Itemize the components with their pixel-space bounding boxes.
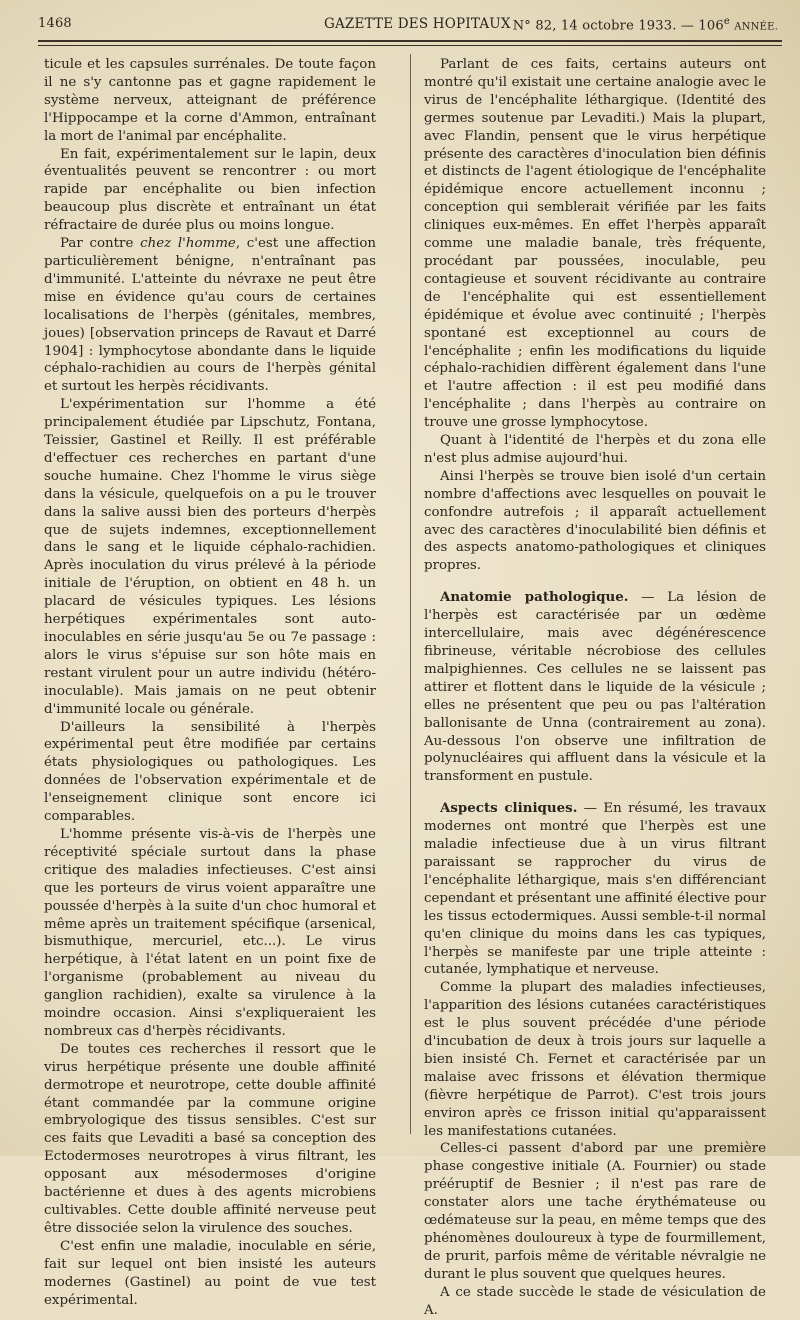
year-label: ANNÉE. xyxy=(734,21,778,33)
paragraph-text: — La lésion de l'herpès est caractérisée par un œdème intercellulaire, mais avec dégénérescence fibrineuse, véritable nécrobiose des cellules malpighiennes. Ces cellules ne se laissent pas attirer et flottent dans le liquide de la vésicule ; elles ne présentent que peu ou pas l'altération ballonisante de Unna (contrairement au zona). Au-dessous l'on observe une infiltration de polynucléaires qui affluent dans la vésicule et la transforment en pustule. xyxy=(424,590,766,785)
section-anatomie xyxy=(424,589,766,786)
paragraph: ticule et les capsules surrénales. De toute façon il ne s'y cantonne pas et gagne rapidement le système nerveux, atteignant de préférence l'Hippocampe et la corne d'Ammon, entraînant la mort de l'animal par encéphalite. xyxy=(44,57,376,144)
left-column xyxy=(44,56,376,1309)
paragraph: Parlant de ces faits, certains auteurs ont montré qu'il existait une certaine analogie avec le virus de l'encéphalite léthargique. (Identité des germes soutenue par Levaditi.) Mais la plupart, avec Flandin, pensent que le virus herpétique présente des caractères d'inoculation bien définis et distincts de l'agent étiologique de l'encéphalite épidémique encore actuellement inconnu ; conception qui semblerait vérifiée par les faits cliniques eux-mêmes. En effet l'herpès apparaît comme une maladie banale, très fréquente, procédant par poussées, inoculable, peu contagieuse et souvent récidivante au contraire de l'encéphalite qui est essentiellement épidémique et évolue avec continuité ; l'herpès spontané est exceptionnel au cours de l'encéphalite ; enfin les modifications du liquide céphalo-rachidien diffèrent également dans l'une et l'autre affection : il est peu modifié dans l'encéphalite ; dans l'herpès au contraire on trouve une grosse lymphocytose. xyxy=(424,57,766,431)
italic-phrase: chez l'homme xyxy=(140,236,236,252)
journal-title: GAZETTE DES HOPITAUX xyxy=(324,16,511,32)
paragraph-text: — En résumé, les travaux modernes ont montré que l'herpès est une maladie infectieuse due à un virus filtrant paraissant se rapprocher du virus de l'encéphalite léthargique, mais s'en différenciant cependant et présentant une affinité élective pour les tissus ectodermiques. Aussi semble-t-il normal qu'en clinique du moins dans les cas typiques, l'herpès se manifeste par une triple atteinte : cutanée, lymphatique et nerveuse. xyxy=(424,801,766,978)
paragraph: L'homme présente vis-à-vis de l'herpès une réceptivité spéciale surtout dans la phase critique des maladies infectieuses. C'est ainsi que les porteurs de virus voient apparaître une poussée d'herpès à la suite d'un choc humoral et même après un traitement spécifique (arsenical, bismuthique, mercuriel, etc...). Le virus herpétique, à l'état latent en un point fixe de l'organisme (probablement au niveau du ganglion rachidien), exalte sa virulence à la moindre occasion. Ainsi s'expliqueraient les nombreux cas d'herpès récidivants. xyxy=(44,826,376,1039)
paragraph: D'ailleurs la sensibilité à l'herpès expérimental peut être modifiée par certains états physiologiques ou pathologiques. Les données de l'observation expérimentale et de l'enseignement clinique sont encore ici comparables. xyxy=(44,719,376,825)
paragraph: C'est enfin une maladie, inoculable en série, fait sur lequel ont bien insisté les auteurs modernes (Gastinel) au point de vue test expérimental. xyxy=(44,1238,376,1308)
paragraph: Celles-ci passent d'abord par une première phase congestive initiale (A. Fournier) ou stade prééruptif de Besnier ; il n'est pas rare de constater alors une tache érythémateuse ou œdémateuse sur la peau, en même temps que des phénomènes douloureux à type de fourmillement, de prurit, parfois même de véritable névralgie ne durant le plus souvent que quelques heures. xyxy=(424,1141,766,1282)
section-heading: Anatomie pathologique. xyxy=(440,589,629,606)
paragraph: Comme la plupart des maladies infectieuses, l'apparition des lésions cutanées caractéristiques est le plus souvent précédée d'une période d'incubation de deux à trois jours sur laquelle a bien insisté Ch. Fernet et caractérisée par un malaise avec frissons et élévation thermique (fièvre herpétique de Parrot). C'est trois jours environ après ce frisson initial qu'apparaissent les manifestations cutanées. xyxy=(424,980,766,1139)
paragraph-text: Par contre xyxy=(60,236,141,252)
issue-info xyxy=(513,16,778,33)
right-column xyxy=(424,56,766,1320)
column-divider xyxy=(410,54,411,1134)
issue-text: N° 82, 14 octobre 1933. — 106 xyxy=(512,18,724,34)
section-heading: Aspects cliniques. xyxy=(440,800,578,817)
paragraph: De toutes ces recherches il ressort que le virus herpétique présente une double affinité dermotrope et neurotrope, cette double affinité étant commandée par la commune origine embryologique des tissus sensibles. C'est sur ces faits que Levaditi a basé sa conception des Ectodermoses neurotropes à virus filtrant, les opposant aux mésodermoses d'origine bactérienne et dues à des agents microbiens cultivables. Cette double affinité nerveuse peut être dissociée selon la virulence des souches. xyxy=(44,1041,376,1236)
paragraph xyxy=(44,235,376,396)
header-rule-thin xyxy=(38,45,782,46)
paragraph: Quant à l'identité de l'herpès et du zona elle n'est plus admise aujourd'hui. xyxy=(424,433,766,466)
paragraph: A ce stade succède le stade de vésiculation de A. xyxy=(424,1284,766,1318)
paragraph: L'expérimentation sur l'homme a été principalement étudiée par Lipschutz, Fontana, Teissier, Gastinel et Reilly. Il est préférable d'effectuer ces recherches en partant d'une souche humaine. Chez l'homme le virus siège dans la vésicule, quelquefois on a pu le trouver dans la salive aussi bien des porteurs d'herpès que de sujets indemnes, exceptionnellement dans le sang et le liquide céphalo-rachidien. Après inoculation du virus prélevé à la période initiale de l'éruption, on obtient en 48 h. un placard de vésicules typiques. Les lésions herpétiques expérimentales sont auto-inoculables en série jusqu'au 5e ou 7e passage : alors le virus s'épuise sur son hôte mais en restant virulent pour un autre individu (hétéro-inoculable). Mais jamais on ne peut obtenir d'immunité locale ou générale. xyxy=(44,397,376,717)
page-header xyxy=(38,14,778,36)
paragraph: Ainsi l'herpès se trouve bien isolé d'un certain nombre d'affections avec lesquelles on pouvait le confondre autrefois ; il apparaît actuellement avec des caractères d'inoculabilité bien définis et des aspects anatomo-pathologiques et cliniques propres. xyxy=(424,468,766,574)
section-aspects-cliniques xyxy=(424,800,766,979)
header-rule-thick xyxy=(38,40,782,42)
issue-suffix: e xyxy=(723,16,730,27)
page-number: 1468 xyxy=(38,16,72,31)
paragraph: En fait, expérimentalement sur le lapin, deux éventualités peuvent se rencontrer : ou mort rapide par encéphalite ou bien infection beaucoup plus discrète et entraînant un état réfractaire de durée plus ou moins longue. xyxy=(44,146,376,234)
paragraph-text: , c'est une affection particulièrement bénigne, n'entraînant pas d'immunité. L'atteinte du névraxe ne peut être mise en évidence qu'au cours de certaines localisations de l'herpès (génitales, membres, joues) [observation princeps de Ravaut et Darré 1904] : lymphocytose abondante dans le liquide céphalo-rachidien au cours de l'herpès génital et surtout les herpès récidivants. xyxy=(44,236,376,395)
